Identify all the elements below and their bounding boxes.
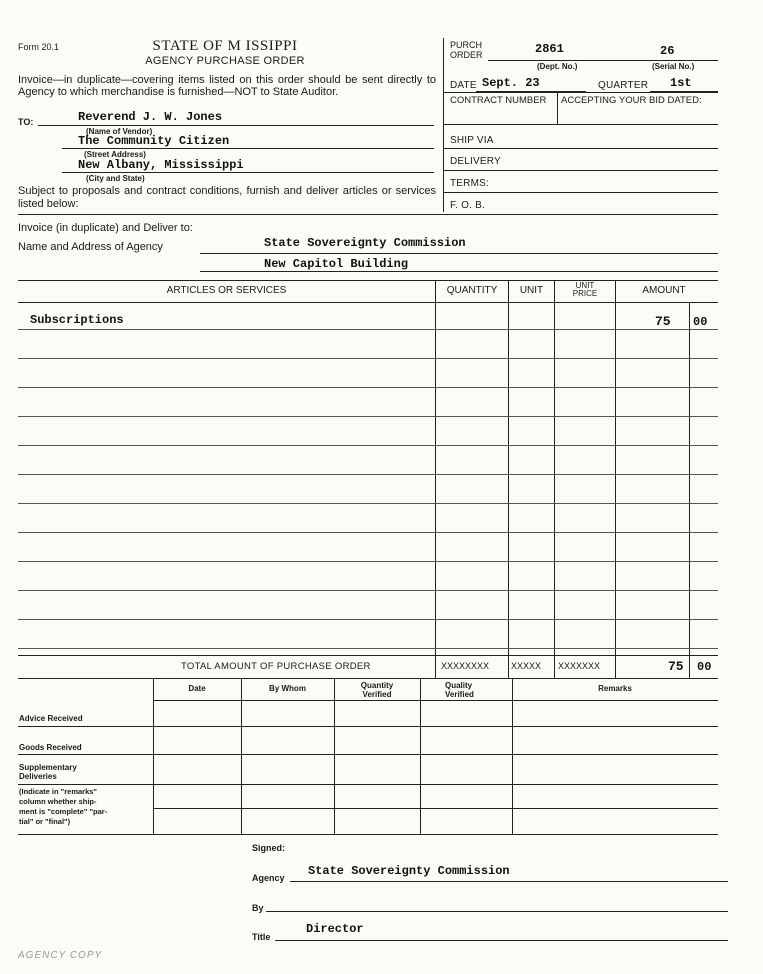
item-row-line <box>18 416 718 417</box>
state-title: STATE OF M ISSIPPI <box>152 38 298 54</box>
form-number: Form 20.1 <box>18 42 60 52</box>
item-row-line <box>18 329 718 330</box>
agency-sign-label: Agency <box>252 873 285 883</box>
dept-caption: (Dept. No.) <box>537 62 578 71</box>
delivery-label: DELIVERY <box>450 156 501 167</box>
subject-text: Subject to proposals and contract conditions, furnish and deliver articles or services listed below: <box>18 185 436 210</box>
vendor-street: The Community Citizen <box>78 134 230 148</box>
invoice-deliver-label: Invoice (in duplicate) and Deliver to: <box>18 222 193 234</box>
item-row-line <box>18 445 718 446</box>
item-row-line <box>18 474 718 475</box>
item-amount-cents: 00 <box>693 315 708 329</box>
signature-agency-value: State Sovereignty Commission <box>308 864 510 878</box>
item-row-line <box>18 648 718 649</box>
vendor-city: New Albany, Mississippi <box>78 158 244 172</box>
item-row-line <box>18 358 718 359</box>
amount-header: AMOUNT <box>642 285 686 296</box>
total-amount-cents: 00 <box>697 660 712 674</box>
title-value: Director <box>306 922 364 936</box>
agency-name-label: Name and Address of Agency <box>18 241 163 253</box>
quarter-value: 1st <box>670 76 692 90</box>
vendor-name-caption: (Name of Vendor) <box>86 127 153 136</box>
item-row-line <box>18 503 718 504</box>
purch-order-label: PURCH ORDER <box>450 40 483 60</box>
total-price-x: XXXXXXX <box>558 661 601 671</box>
item-row-line <box>18 590 718 591</box>
vendor-name: Reverend J. W. Jones <box>78 110 223 124</box>
receipt-quality-header: Quality Verified <box>445 681 474 699</box>
agency-copy-footer: AGENCY COPY <box>18 950 103 961</box>
instructions-text: Invoice—in duplicate—covering items listed on this order should be sent directly to Agency to which merchandise is furnished—NOT to State Auditor. <box>18 74 436 98</box>
item-row-line <box>18 619 718 620</box>
date-label: DATE <box>450 80 477 91</box>
agency-name: State Sovereignty Commission <box>264 236 466 250</box>
total-unit-x: XXXXX <box>511 661 542 671</box>
total-label: TOTAL AMOUNT OF PURCHASE ORDER <box>181 661 371 672</box>
accepting-bid-label: ACCEPTING YOUR BID DATED: <box>561 95 702 106</box>
quarter-label: QUARTER <box>598 80 649 91</box>
total-amount-dollars: 75 <box>668 659 684 674</box>
serial-caption: (Serial No.) <box>652 62 695 71</box>
ship-via-label: SHIP VIA <box>450 135 494 146</box>
to-label: TO: <box>18 117 34 127</box>
receipt-by-whom-header: By Whom <box>269 684 306 693</box>
advice-received-label: Advice Received <box>19 714 83 723</box>
vendor-city-caption: (City and State) <box>86 174 145 183</box>
agency-address: New Capitol Building <box>264 257 409 271</box>
item-amount-dollars: 75 <box>655 314 671 329</box>
receipt-quantity-header: Quantity Verified <box>360 681 394 699</box>
vendor-street-caption: (Street Address) <box>84 150 146 159</box>
serial-number: 26 <box>660 44 675 58</box>
unit-header: UNIT <box>519 285 544 296</box>
goods-received-label: Goods Received <box>19 743 82 752</box>
fob-label: F. O. B. <box>450 200 485 211</box>
terms-label: TERMS: <box>450 178 489 189</box>
receipt-date-header: Date <box>188 684 206 693</box>
quantity-header: QUANTITY <box>446 285 498 296</box>
title-label: Title <box>252 932 271 942</box>
unit-price-header: UNIT PRICE <box>572 281 598 298</box>
contract-number-label: CONTRACT NUMBER <box>450 95 547 106</box>
supplementary-deliveries-label: Supplementary Deliveries <box>19 763 77 781</box>
form-title: AGENCY PURCHASE ORDER <box>145 55 305 67</box>
receipt-remarks-header: Remarks <box>598 684 632 693</box>
by-label: By <box>252 903 264 913</box>
order-date: Sept. 23 <box>482 76 540 90</box>
item-article: Subscriptions <box>30 313 124 327</box>
item-row-line <box>18 387 718 388</box>
signed-label: Signed: <box>252 843 285 853</box>
item-row-line <box>18 532 718 533</box>
remarks-instructions-note: (Indicate in "remarks" column whether ship- ment is "complete" "par- tial" or "final") <box>19 787 108 826</box>
total-qty-x: XXXXXXXX <box>441 661 490 671</box>
articles-header: ARTICLES OR SERVICES <box>166 285 287 296</box>
item-row-line <box>18 561 718 562</box>
dept-number: 2861 <box>535 42 564 56</box>
